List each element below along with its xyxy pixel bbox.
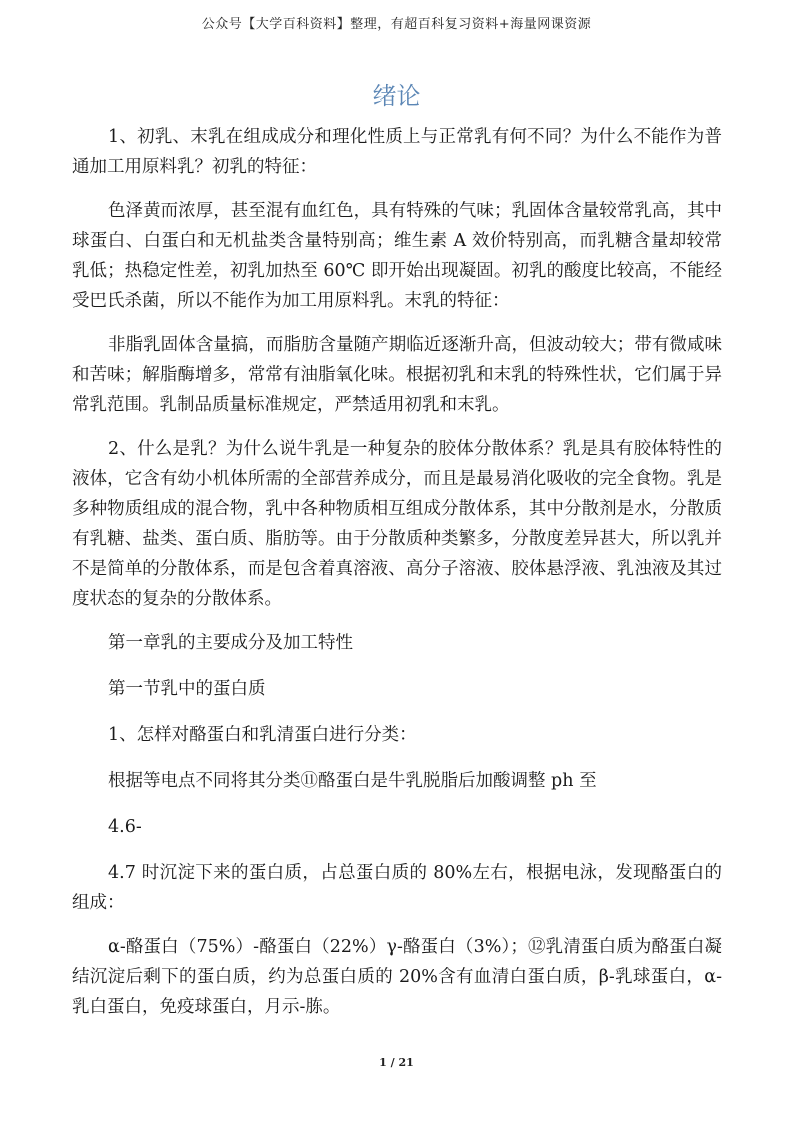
document-body bbox=[72, 122, 722, 1036]
document-title: 绪论 bbox=[372, 82, 421, 110]
ph-range-fragment: 4.6- bbox=[108, 817, 142, 837]
isoelectric-paragraph: 根据等电点不同将其分类⑪酪蛋白是牛乳脱脂后加酸调整 ph 至 bbox=[108, 771, 597, 791]
protein-question-paragraph: 1、怎样对酪蛋白和乳清蛋白进行分类： bbox=[108, 725, 417, 745]
casein-composition-paragraph: 4.7 时沉淀下来的蛋白质，占总蛋白质的 80%左右，根据电泳，发现酪蛋白的组成： bbox=[72, 863, 722, 913]
question-1-paragraph: 1、初乳、末乳在组成成分和理化性质上与正常乳有何不同？为什么不能作为普通加工用原料乳？初乳的特征： bbox=[72, 127, 722, 177]
section-heading: 第一节乳中的蛋白质 bbox=[108, 679, 266, 699]
question-2-paragraph: 2、什么是乳？为什么说牛乳是一种复杂的胶体分散体系？乳是具有胶体特性的液体，它含有幼小机体所需的全部营养成分，而且是最易消化吸收的完全食物。乳是多种物质组成的混合物，乳中各种物质相互组成分散体系，其中分散剂是水，分散质有乳糖、盐类、蛋白质、脂肪等。由于分散质种类繁多，分散度差异甚大，所以乳并不是简单的分散体系，而是包含着真溶液、高分子溶液、胶体悬浮液、乳浊液及其过度状态的复杂的分散体系。 bbox=[72, 439, 722, 609]
end-milk-features-paragraph: 非脂乳固体含量搞，而脂肪含量随产期临近逐渐升高，但波动较大；带有微咸味和苦味；解脂酶增多，常常有油脂氧化味。根据初乳和末乳的特殊性状，它们属于异常乳范围。乳制品质量标准规定，严禁适用初乳和末乳。 bbox=[72, 335, 722, 415]
whey-protein-paragraph: α-酪蛋白（75%）-酪蛋白（22%）γ-酪蛋白（3%）；⑫乳清蛋白质为酪蛋白凝结沉淀后剩下的蛋白质，约为总蛋白质的 20%含有血清白蛋白质，β-乳球蛋白，α-乳白蛋白，免疫球蛋白，月示-胨。 bbox=[72, 937, 722, 1017]
page-header: 公众号【大学百科资料】整理，有超百科复习资料+海量网课资源 bbox=[201, 17, 592, 32]
page-number: 1 / 21 bbox=[379, 1056, 414, 1069]
colostrum-features-paragraph: 色泽黄而浓厚，甚至混有血红色，具有特殊的气味；乳固体含量较常乳高，其中球蛋白、白蛋白和无机盐类含量特别高；维生素 A 效价特别高，而乳糖含量却较常乳低；热稳定性差，初乳加热至 60℃ 即开始出现凝固。初乳的酸度比较高，不能经受巴氏杀菌，所以不能作为加工用原料乳。末乳的特征： bbox=[72, 201, 722, 311]
chapter-heading: 第一章乳的主要成分及加工特性 bbox=[108, 633, 353, 653]
